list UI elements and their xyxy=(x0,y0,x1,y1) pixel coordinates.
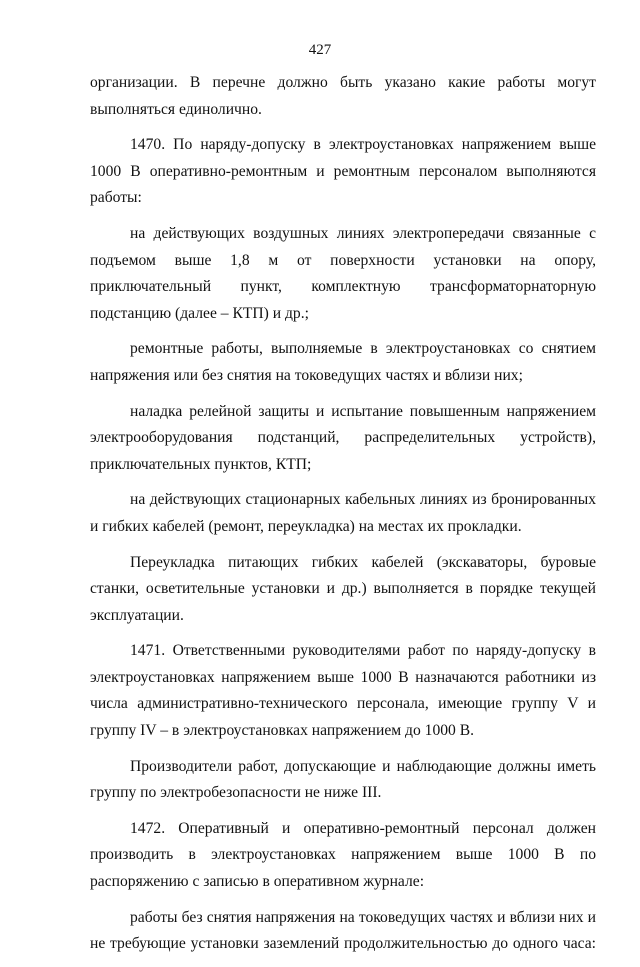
paragraph-1470: 1470. По наряду-допуску в электроустановках напряжением выше 1000 В оперативно-ремонтным и ремонтным персоналом выполняются работы: xyxy=(90,136,596,207)
paragraph-cable-relaying: Переукладка питающих гибких кабелей (экскаваторы, буровые станки, осветительные установки и др.) выполняется в порядке текущей эксплуатации. xyxy=(90,553,596,624)
list-item-live-works: работы без снятия напряжения на токоведущих частях и вблизи них и не требующие установки заземлений продолжительностью до одного часа: xyxy=(90,908,596,953)
paragraph-1472: 1472. Оперативный и оперативно-ремонтный персонал должен производить в электроустановках напряжением выше 1000 В по распоряжению с записью в оперативном журнале: xyxy=(90,819,596,891)
paragraph-1471: 1471. Ответственными руководителями работ по наряду-допуску в электроустановках напряжением выше 1000 В назначаются работники из числа административно-технического персонала, имеющие группу V и группу IV – в электроустановках напряжением до 1000 В. xyxy=(90,642,596,740)
paragraph: организации. В перечне должно быть указано какие работы могут выполняться единолично. xyxy=(90,74,596,118)
page-number: 427 xyxy=(308,42,332,58)
list-item-repair-works: ремонтные работы, выполняемые в электроустановках со снятием напряжения или без снятия на токоведущих частях и вблизи них; xyxy=(90,340,596,384)
paragraph-work-producers: Производители работ, допускающие и наблюдающие должны иметь группу по электробезопасности не ниже III. xyxy=(90,757,596,802)
list-item-relay-protection: наладка релейной защиты и испытание повышенным напряжением электрооборудования подстанций, распределительных устройств), приключательных пунктов, КТП; xyxy=(90,402,596,473)
list-item-cable-lines: на действующих стационарных кабельных линиях из бронированных и гибких кабелей (ремонт, переукладка) на местах их прокладки. xyxy=(90,491,596,535)
document-body xyxy=(90,70,596,967)
list-item-overhead-lines: на действующих воздушных линиях электропередачи связанные с подъемом выше 1,8 м от поверхности установки на опору, приключательный пункт, комплектную трансформаторнаторную подстанцию (далее – КТП) и др.; xyxy=(90,224,596,322)
